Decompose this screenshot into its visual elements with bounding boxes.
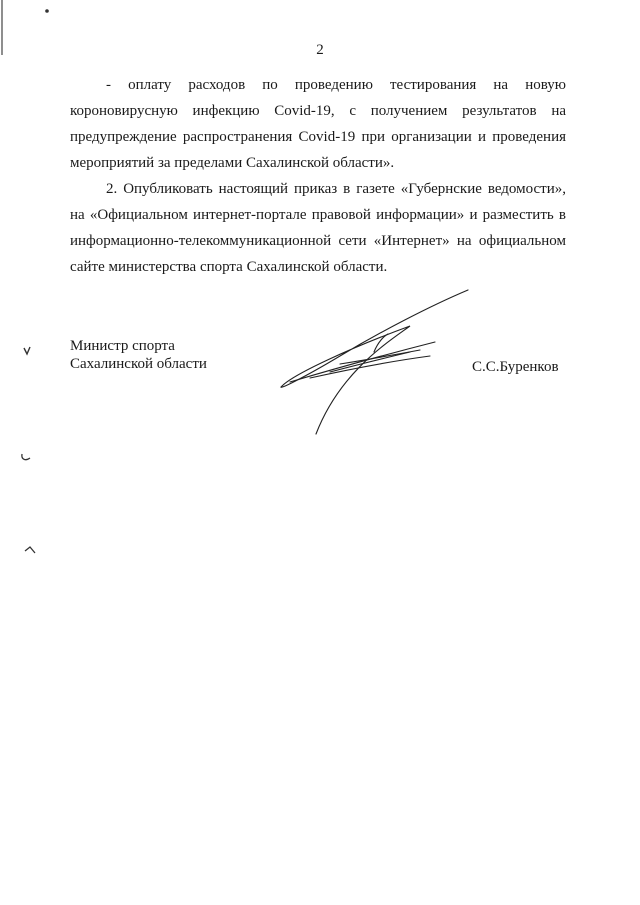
scan-artifact-mark [0,0,10,60]
signatory-title [70,337,207,373]
scan-artifact-mark [22,346,32,356]
scan-artifact-mark [24,545,36,555]
signer-name: С.С.Буренков [472,359,559,375]
scan-artifact-mark [20,452,32,462]
paragraph-publication: 2. Опубликовать настоящий приказ в газете «Губернские ведомости», на «Официальном интернет-портале правовой информации» и разместить в информационно-телекоммуникационной сети «Интернет» на официальном сайте министерства спорта Сахалинской области. [70,181,566,275]
scan-artifact-mark [44,8,50,14]
handwritten-signature [270,282,480,442]
signatory-title-line-2: Сахалинской области [70,356,207,372]
page-number: 2 [316,42,324,58]
signatory-title-line-1: Министр спорта [70,338,175,354]
paragraph-testing-costs: - оплату расходов по проведению тестирования на новую короновирусную инфекцию Covid-19, с получением результатов на предупреждение распространения Covid-19 при организации и проведения мероприятий за пределами Сахалинской области». [70,77,566,171]
